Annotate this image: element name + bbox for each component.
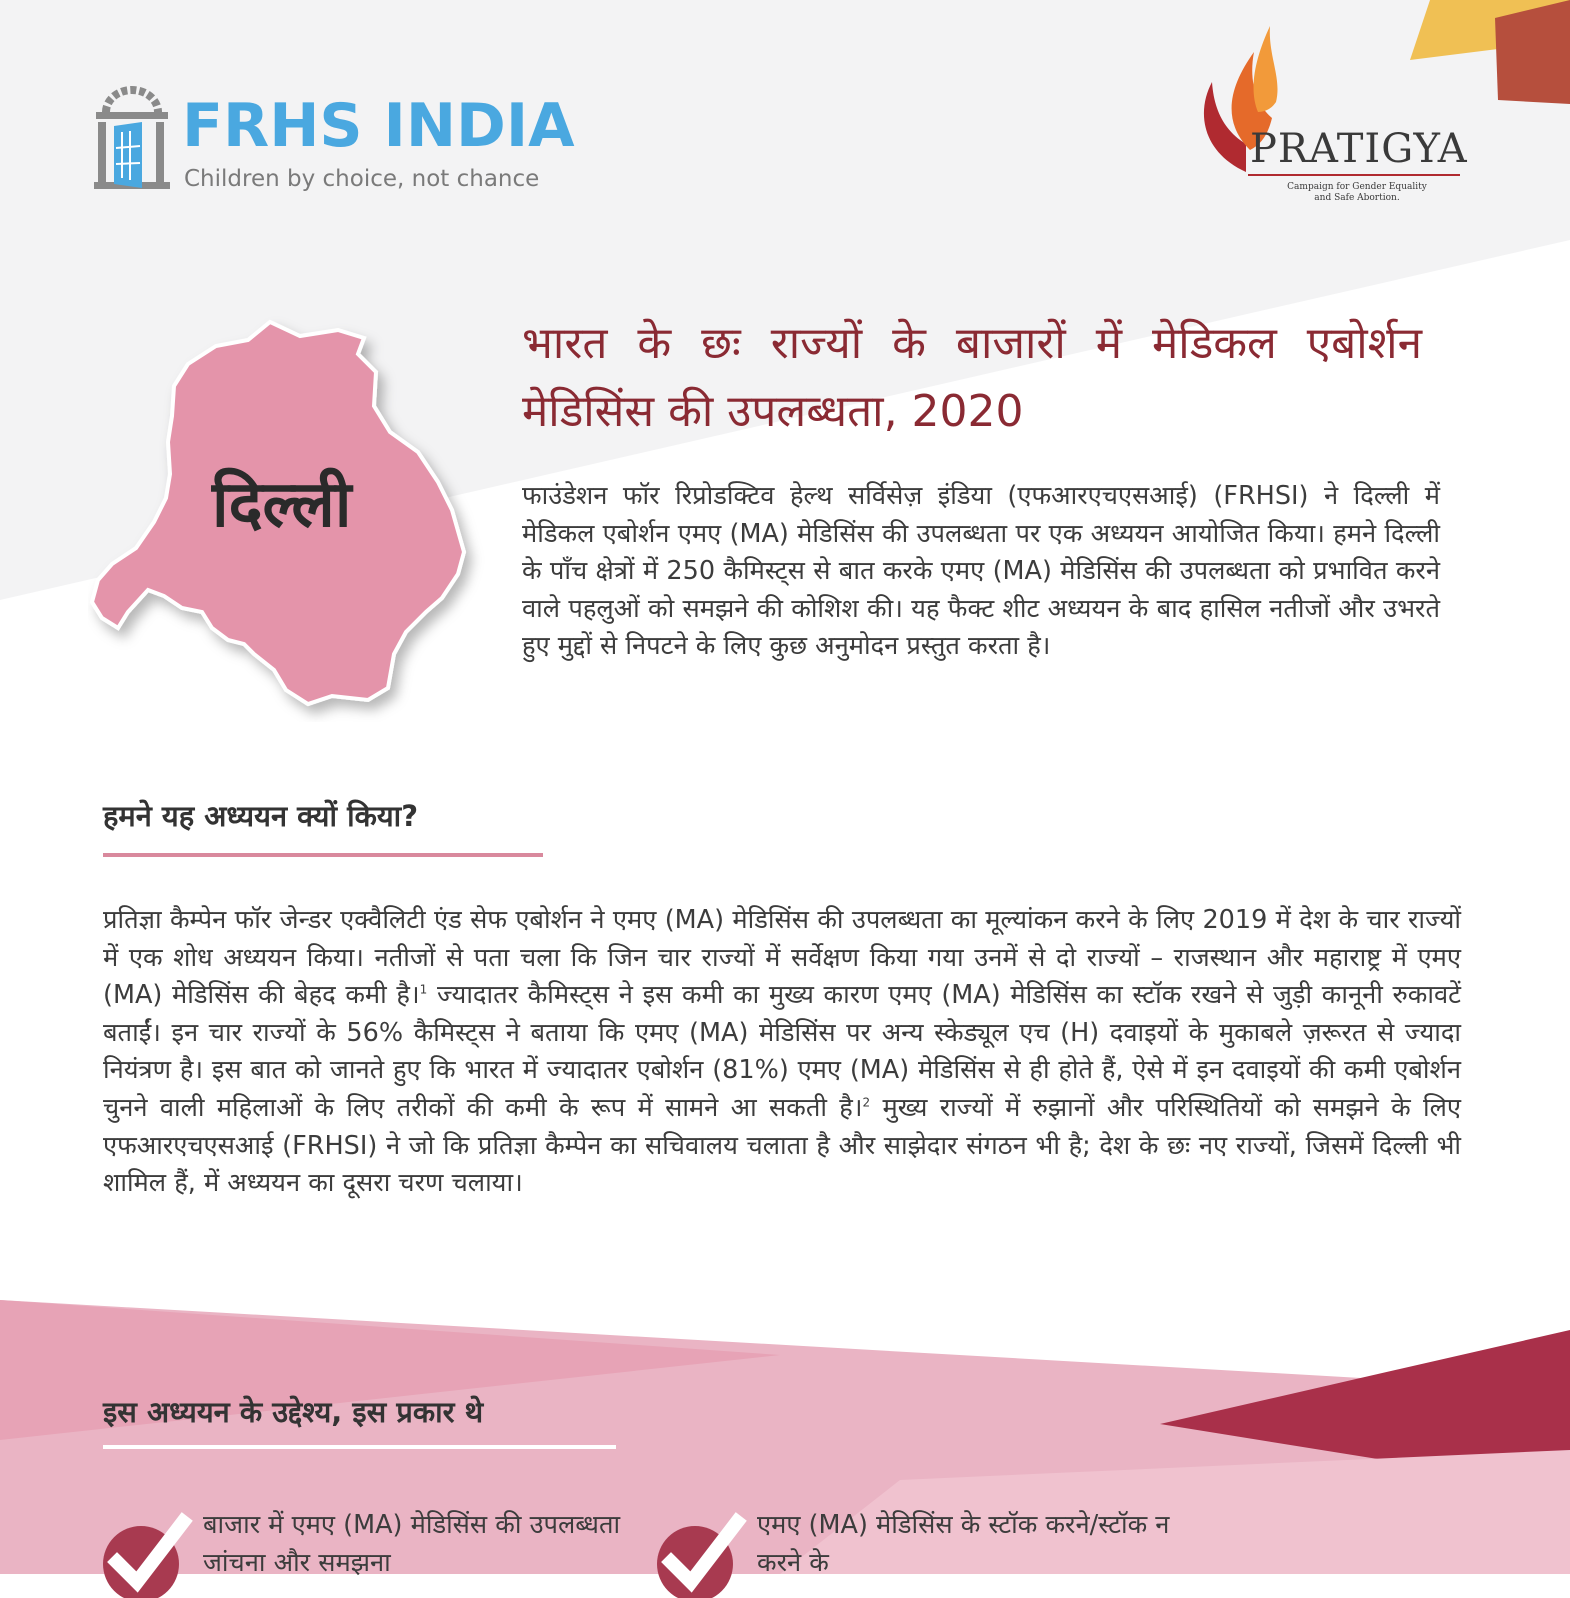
objectives-heading: इस अध्ययन के उद्देश्य, इस प्रकार थे <box>103 1395 484 1429</box>
pratigya-logo-rule <box>1248 174 1460 176</box>
checkmark-icon <box>103 1508 193 1598</box>
footnote-ref-1: 1 <box>419 982 428 997</box>
door-archway-icon <box>92 82 172 192</box>
state-name-label: दिल्ली <box>212 468 352 542</box>
why-study-paragraph: प्रतिज्ञा कैम्पेन फॉर जेन्डर एक्वैलिटी एंड सेफ एबोर्शन ने एमए (MA) मेडिसिंस की उपलब्धता का मूल्यांकन करने के लिए 2019 में देश के चार राज्यों में एक शोध अध्ययन किया। नतीजों से पता चला कि जिन चार राज्यों में सर्वेक्षण किया गया उनमें से दो राज्यों – राजस्थान और महाराष्ट्र में एमए (MA) मेडिसिंस की बेहद कमी है।$^1$ ज्यादातर कैमिस्ट्स ने इस कमी का मुख्य कारण एमए (MA) मेडिसिंस का स्टॉक रखने से जुड़ी कानूनी रुकावटें बताईं। इन चार राज्यों के 56% कैमिस्ट्स ने बताया कि एमए (MA) मेडिसिंस पर अन्य स्केड्यूल एच (H) दवाइयों के मुकाबले ज़रूरत से ज्यादा नियंत्रण है। इस बात को जानते हुए कि भारत में ज्यादातर एबोर्शन (81%) एमए (MA) मेडिसिंस से ही होते हैं, ऐसे में इन दवाइयों की कमी एबोर्शन चुनने वाली महिलाओं के लिए तरीकों की कमी के रूप में सामने आ सकती है।$^2$ मुख्य राज्यों में रुझानों और परिस्थितियों को समझने के लिए एफआरएचएसआई (FRHSI) ने जो कि प्रतिज्ञा कैम्पेन का सचिवालय चलाता है और साझेदार संगठन भी है; देश के छः नए राज्यों, जिसमें दिल्ली भी शामिल हैं, में अध्ययन का दूसरा चरण चलाया। <box>103 905 1462 1199</box>
footnote-ref-2: 2 <box>862 1095 871 1110</box>
checkmark-icon <box>657 1508 747 1598</box>
intro-paragraph: फाउंडेशन फॉर रिप्रोडक्टिव हेल्थ सर्विसेज़ इंडिया (एफआरएचएसआई) (FRHSI) ने दिल्ली में मेडिकल एबोर्शन एमए (MA) मेडिसिंस की उपलब्धता पर एक अध्ययन आयोजित किया। हमने दिल्ली के पाँच क्षेत्रों में 250 कैमिस्ट्स से बात करके एमए (MA) मेडिसिंस की उपलब्धता को प्रभावित करने वाले पहलुओं को समझने की कोशिश की। यह फैक्ट शीट अध्ययन के बाद हासिल नतीजों और उभरते हुए मुद्दों से निपटने के लिए कुछ अनुमोदन प्रस्तुत करता है। <box>522 481 1440 662</box>
objectives-underline <box>103 1445 616 1449</box>
objective-item <box>103 1500 623 1580</box>
objective-text: बाजार में एमए (MA) मेडिसिंस की उपलब्धता जांचना और समझना <box>203 1510 621 1578</box>
objective-text: एमए (MA) मेडिसिंस के स्टॉक करने/स्टॉक न करने के <box>757 1510 1170 1578</box>
why-study-heading: हमने यह अध्ययन क्यों किया? <box>103 799 419 833</box>
frhs-india-logo <box>92 82 575 202</box>
frhs-logo-tagline: Children by choice, not chance <box>184 166 540 192</box>
frhs-logo-name: FRHS INDIA <box>182 91 575 161</box>
page-title: भारत के छः राज्यों के बाजारों में मेडिकल एबोर्शन मेडिसिंस की उपलब्धता, 2020 <box>522 318 1422 437</box>
objective-item <box>657 1500 1177 1580</box>
pratigya-logo-name: PRATIGYA <box>1250 126 1468 172</box>
why-study-underline <box>103 853 543 857</box>
pratigya-logo <box>1192 22 1472 212</box>
pratigya-logo-subtitle: Campaign for Gender Equality and Safe Abortion. <box>1287 182 1427 203</box>
